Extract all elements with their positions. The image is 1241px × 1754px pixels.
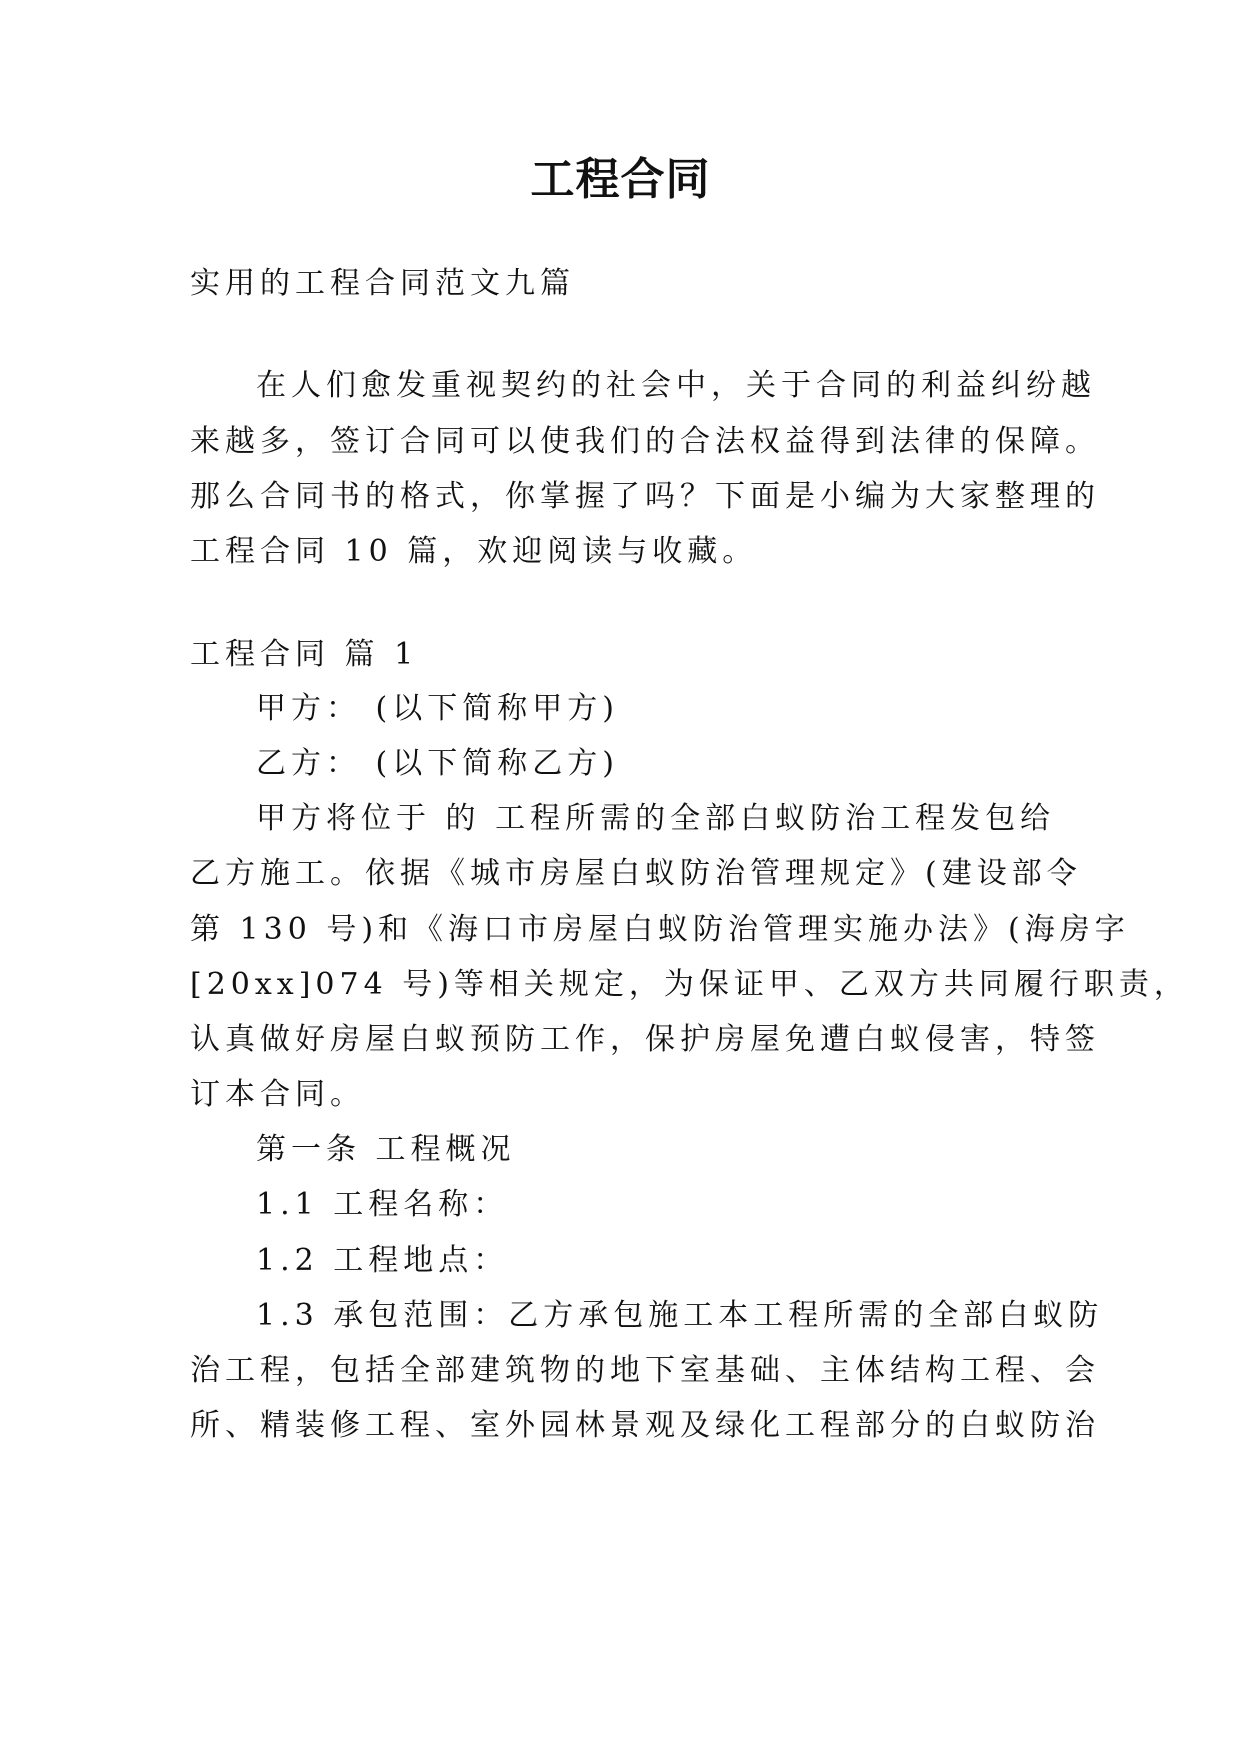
body-line: 认真做好房屋白蚁预防工作，保护房屋免遭白蚁侵害，特签 xyxy=(190,1022,1100,1057)
intro-line: 工程合同 10 篇，欢迎阅读与收藏。 xyxy=(190,534,758,569)
party-a-line: 甲方： (以下简称甲方) xyxy=(256,691,619,726)
body-line: 第 130 号)和《海口市房屋白蚁防治管理实施办法》(海房字 xyxy=(190,912,1130,947)
article-item-line: 所、精装修工程、室外园林景观及绿化工程部分的白蚁防治 xyxy=(190,1408,1100,1443)
document-title: 工程合同 xyxy=(530,154,711,205)
article-item: 1.3 承包范围：乙方承包施工本工程所需的全部白蚁防 xyxy=(256,1298,1104,1333)
body-line: [20xx]074 号)等相关规定，为保证甲、乙双方共同履行职责， xyxy=(190,967,1189,1002)
section-heading: 工程合同 篇 1 xyxy=(190,637,419,672)
intro-line: 那么合同书的格式，你掌握了吗？下面是小编为大家整理的 xyxy=(190,479,1100,514)
party-b-line: 乙方： (以下简称乙方) xyxy=(256,746,619,781)
body-line: 甲方将位于 的 工程所需的全部白蚁防治工程发包给 xyxy=(256,801,1056,836)
document-subtitle: 实用的工程合同范文九篇 xyxy=(190,266,575,301)
article-heading: 第一条 工程概况 xyxy=(256,1132,516,1167)
body-line: 乙方施工。依据《城市房屋白蚁防治管理规定》(建设部令 xyxy=(190,856,1082,891)
body-line: 订本合同。 xyxy=(190,1077,365,1112)
article-item: 1.1 工程名称： xyxy=(256,1187,509,1222)
intro-line: 在人们愈发重视契约的社会中，关于合同的利益纠纷越 xyxy=(256,368,1096,403)
article-item-line: 治工程，包括全部建筑物的地下室基础、主体结构工程、会 xyxy=(190,1353,1100,1388)
article-item: 1.2 工程地点： xyxy=(256,1243,509,1278)
intro-line: 来越多，签订合同可以使我们的合法权益得到法律的保障。 xyxy=(190,424,1100,459)
